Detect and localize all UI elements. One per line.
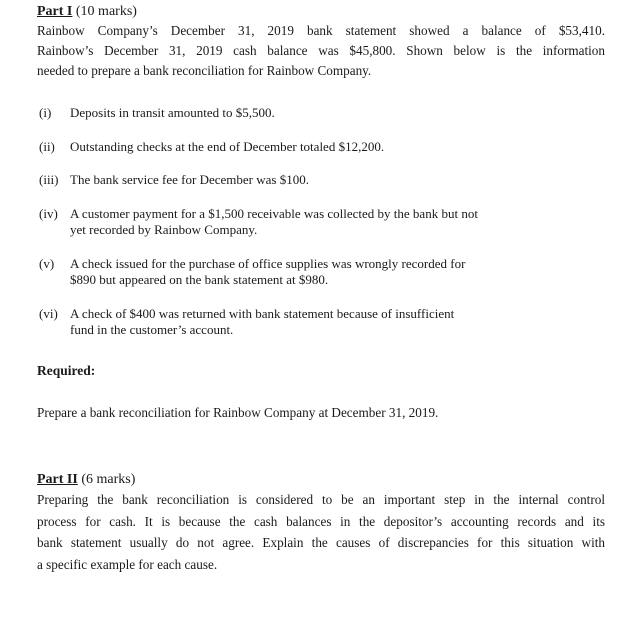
- list-item-iv: [39, 206, 559, 238]
- required-heading: Required:: [37, 363, 96, 378]
- part2-body: [37, 489, 605, 575]
- item-number: (i): [39, 105, 52, 120]
- item-text-line: yet recorded by Rainbow Company.: [70, 222, 258, 237]
- item-text-line: A customer payment for a $1,500 receivable was collected by the bank but not: [70, 206, 478, 221]
- item-text-line: Deposits in transit amounted to $5,500.: [70, 105, 275, 120]
- item-text-line: A check issued for the purchase of office supplies was wrongly recorded for: [70, 256, 466, 271]
- part1-heading: [37, 4, 137, 20]
- part2-body-line-1: Preparing the bank reconciliation is considered to be an important step in the internal control: [37, 492, 605, 507]
- part2-body-line-2: process for cash. It is because the cash balances in the depositor’s accounting records and its: [37, 513, 605, 529]
- item-text-line: The bank service fee for December was $100.: [70, 172, 309, 187]
- list-item-ii: [39, 139, 559, 155]
- part1-intro-line-2: Rainbow’s December 31, 2019 cash balance was $45,800. Shown below is the information: [37, 43, 605, 58]
- part2-label: Part II: [37, 472, 78, 487]
- item-number: (vi): [39, 306, 58, 321]
- part1-intro-line-3: needed to prepare a bank reconciliation for Rainbow Company.: [37, 63, 372, 78]
- part1-label: Part I: [37, 4, 73, 19]
- item-number: (v): [39, 256, 55, 271]
- part2-body-line-3: bank statement usually do not agree. Explain the causes of discrepancies for this situation with: [37, 535, 605, 550]
- item-text-line: A check of $400 was returned with bank statement because of insufficient: [70, 306, 455, 321]
- part2-body-line-4: a specific example for each cause.: [37, 556, 218, 572]
- list-item-v: [39, 256, 559, 288]
- item-text-line: $890 but appeared on the bank statement at $980.: [70, 272, 329, 287]
- item-text-line: fund in the customer’s account.: [70, 322, 234, 337]
- item-text-line: Outstanding checks at the end of December totaled $12,200.: [70, 139, 385, 154]
- item-number: (ii): [39, 139, 55, 154]
- part1-intro-line-1: Rainbow Company’s December 31, 2019 bank statement showed a balance of $53,410.: [37, 23, 605, 38]
- part2-heading: [37, 472, 135, 488]
- list-item-vi: [39, 306, 559, 338]
- item-number: (iii): [39, 172, 59, 187]
- list-item-iii: [39, 172, 559, 188]
- part1-marks: (10 marks): [75, 4, 137, 19]
- item-number: (iv): [39, 206, 58, 221]
- required-text: Prepare a bank reconciliation for Rainbow Company at December 31, 2019.: [37, 405, 439, 420]
- list-item-i: [39, 105, 559, 121]
- part2-marks: (6 marks): [81, 472, 136, 487]
- part1-intro: [37, 21, 605, 81]
